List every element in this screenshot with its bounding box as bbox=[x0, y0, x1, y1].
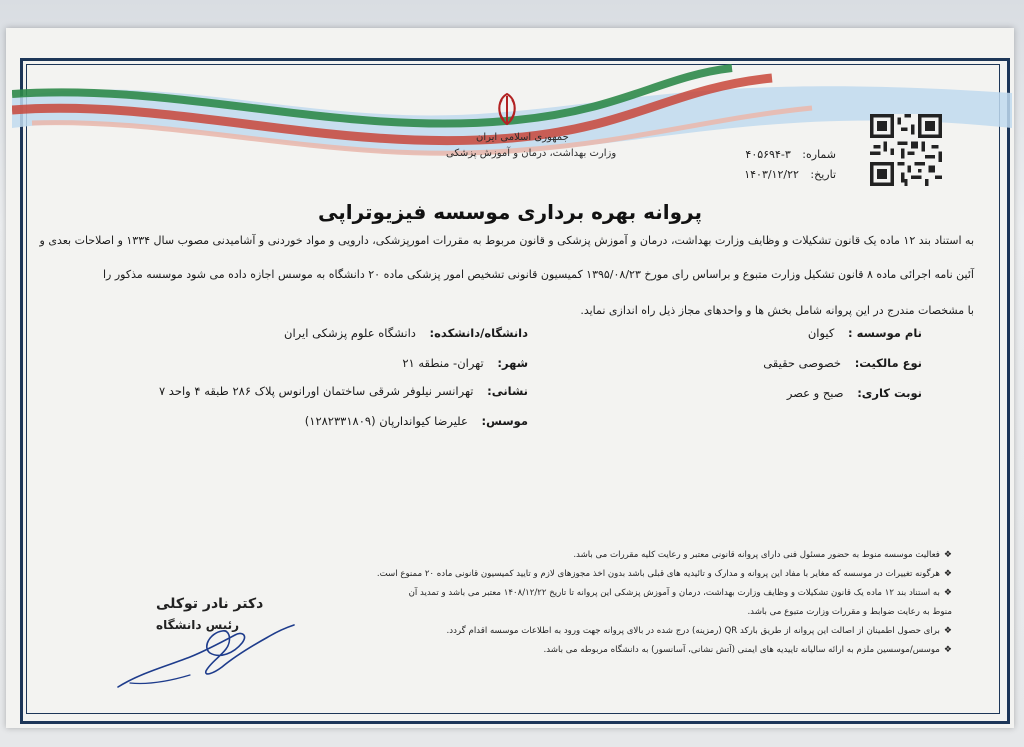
number-label: شماره: bbox=[802, 148, 836, 161]
address-label: نشانی: bbox=[487, 384, 528, 398]
handwritten-signature bbox=[110, 613, 300, 698]
bullet-icon: ❖ bbox=[943, 588, 952, 598]
condition-item-continuation: منوط به رعایت ضوابط و مقررات وزارت متبوع می باشد. bbox=[747, 607, 952, 617]
bullet-icon: ❖ bbox=[943, 626, 952, 636]
university-value: دانشگاه علوم پزشکی ایران bbox=[284, 326, 416, 340]
license-document bbox=[6, 28, 1014, 728]
university-field bbox=[284, 326, 528, 340]
conditions-list bbox=[376, 546, 952, 660]
body-line-1: به استناد بند ۱۲ ماده یک قانون تشکیلات و وظایف وزارت بهداشت، درمان و آموزش پزشکی و قانون مربوط به مقررات امورپزشکی، دارویی و مواد خوردنی و آشامیدنی مصوب سال ۱۳۳۴ و اصلاحات بعدی و bbox=[39, 234, 974, 247]
work-shift-field bbox=[787, 386, 922, 400]
body-line-3: با مشخصات مندرج در این پروانه شامل بخش ها و واحدهای مجاز ذیل راه اندازی نماید. bbox=[580, 304, 974, 317]
ownership-value: خصوصی حقیقی bbox=[763, 356, 842, 370]
address-field bbox=[159, 384, 528, 398]
body-line-2: آئین نامه اجرائی ماده ۸ قانون تشکیل وزارت متبوع و براساس رای مورخ ۱۳۹۵/۰۸/۲۳ کمیسیون قانونی تشخیص امور پزشکی ماده ۲۰ دانشگاه به موسس اجازه داده می شود موسسه مذکور را bbox=[102, 268, 974, 281]
bullet-icon: ❖ bbox=[943, 569, 952, 579]
condition-item: ❖برای حصول اطمینان از اصالت این پروانه از طریق بارکد QR (رمزینه) درج شده در بالای پروانه جهت ورود به اطلاعات موسسه اقدام گردد. bbox=[446, 626, 952, 636]
iran-emblem-icon bbox=[490, 90, 524, 128]
government-name: جمهوری اسلامی ایران bbox=[476, 132, 569, 143]
work-shift-value: صبح و عصر bbox=[786, 386, 844, 400]
document-title: پروانه بهره برداری موسسه فیزیوتراپی bbox=[318, 200, 702, 224]
institute-name-label: نام موسسه : bbox=[848, 326, 922, 340]
condition-item: ❖فعالیت موسسه منوط به حضور مسئول فنی دارای پروانه قانونی معتبر و رعایت کلیه مقررات می باشد. bbox=[573, 550, 952, 560]
letter-date-row bbox=[744, 168, 836, 181]
condition-item: ❖هرگونه تغییرات در موسسه که مغایر با مفاد این پروانه و مدارک و تائیدیه های قبلی باشد بدون اخذ مجوزهای لازم و تایید کمیسیون قانونی ماده ۲۰ ممنوع است. bbox=[376, 569, 952, 579]
condition-item: ❖به استناد بند ۱۲ ماده یک قانون تشکیلات و وظایف وزارت بهداشت، درمان و آموزش پزشکی این پروانه تا تاریخ ۱۴۰۸/۱۲/۲۲ معتبر می باشد و تمدید آن bbox=[408, 588, 952, 598]
qr-code-icon bbox=[864, 114, 948, 186]
institute-name-field bbox=[808, 326, 922, 340]
letter-number-row bbox=[745, 148, 836, 161]
work-shift-label: نوبت کاری: bbox=[857, 386, 922, 400]
ownership-label: نوع مالکیت: bbox=[854, 356, 922, 370]
date-value: ۱۴۰۳/۱۲/۲۲ bbox=[744, 168, 799, 181]
founder-label: موسس: bbox=[481, 414, 528, 428]
date-label: تاریخ: bbox=[810, 168, 836, 181]
institute-name-value: کیوان bbox=[807, 326, 835, 340]
city-value: تهران- منطقه ۲۱ bbox=[402, 356, 484, 370]
founder-field bbox=[305, 414, 528, 428]
bullet-icon: ❖ bbox=[943, 645, 952, 655]
ministry-name: وزارت بهداشت، درمان و آموزش پزشکی bbox=[446, 148, 617, 159]
ownership-field bbox=[763, 356, 922, 370]
bullet-icon: ❖ bbox=[943, 550, 952, 560]
city-field bbox=[402, 356, 528, 370]
city-label: شهر: bbox=[497, 356, 528, 370]
address-value: تهرانسر نیلوفر شرقی ساختمان اورانوس پلاک ۲۸۶ طبقه ۴ واحد ۷ bbox=[158, 384, 474, 398]
condition-item: ❖موسس/موسسین ملزم به ارائه سالیانه تاییدیه های ایمنی (آتش نشانی، آسانسور) به دانشگاه مربوطه می باشد. bbox=[543, 645, 952, 655]
signatory-name: دکتر نادر توکلی bbox=[156, 596, 264, 612]
signatory-title: رئیس دانشگاه bbox=[156, 618, 240, 632]
founder-value: علیرضا کیواندارپان (۱۲۸۲۳۳۱۸۰۹) bbox=[304, 414, 468, 428]
number-value: ۳-۴۰۵۶۹۴ bbox=[745, 148, 791, 161]
university-label: دانشگاه/دانشکده: bbox=[429, 326, 528, 340]
